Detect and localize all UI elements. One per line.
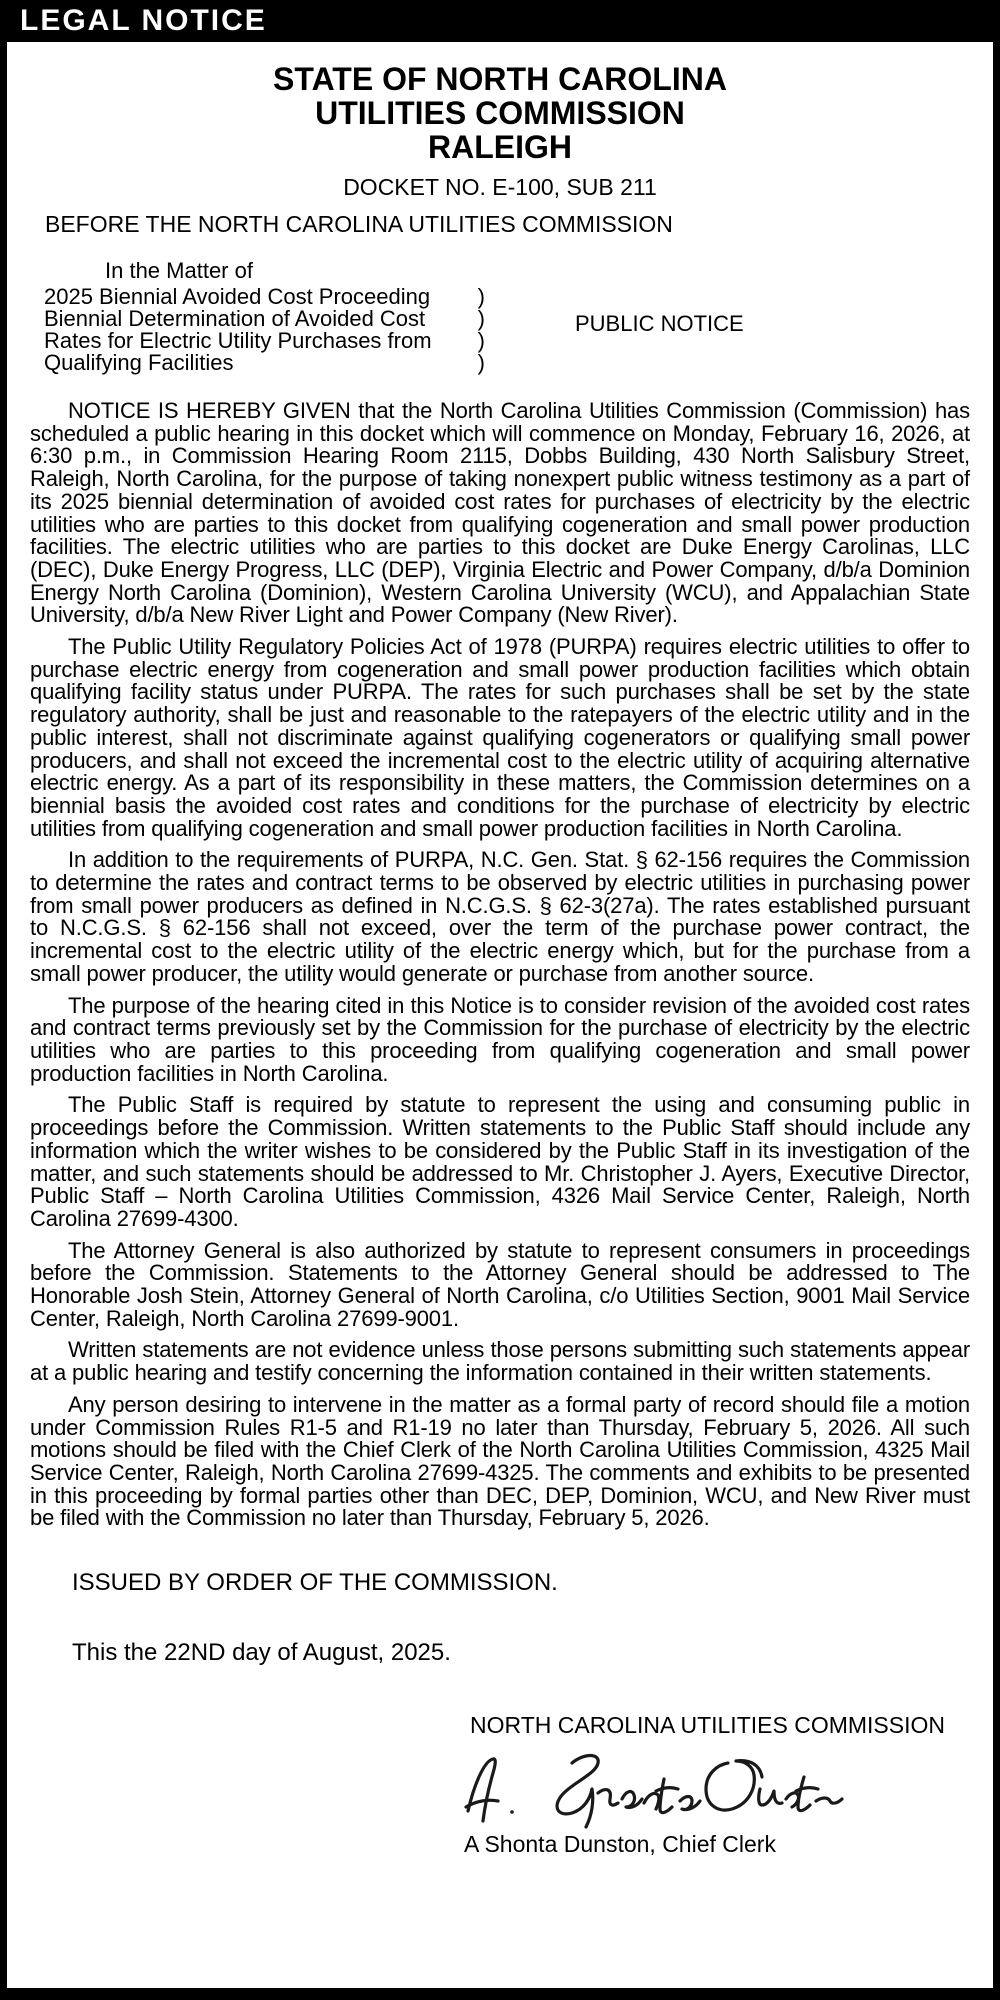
signature-scrawl-icon bbox=[460, 1749, 845, 1829]
commission-name-line: NORTH CAROLINA UTILITIES COMMISSION bbox=[470, 1712, 945, 1739]
caption-line-text: 2025 Biennial Avoided Cost Proceeding bbox=[44, 284, 431, 309]
public-notice-label: PUBLIC NOTICE bbox=[575, 311, 744, 336]
dated-line: This the 22ND day of August, 2025. bbox=[72, 1639, 451, 1667]
paragraph-attorney-general: The Attorney General is also authorized by statute to represent consumers in proceedings before the Commission. Statements to the Attorney General should be addressed to The Honorable Josh Stein, Attorney General of North Carolina, c/o Utilities Section, 9001 Mail Service Center, Raleigh, North Carolina 27699-9001. bbox=[30, 1237, 970, 1331]
before-commission-line: BEFORE THE NORTH CAROLINA UTILITIES COMMISSION bbox=[45, 211, 673, 237]
caption-column bbox=[30, 260, 485, 374]
notice-title bbox=[30, 62, 970, 164]
title-line-state: STATE OF NORTH CAROLINA bbox=[273, 61, 727, 97]
signer-name-line: A Shonta Dunston, Chief Clerk bbox=[464, 1831, 776, 1858]
paragraph-purpa: The Public Utility Regulatory Policies Act of 1978 (PURPA) requires electric utilities to offer to purchase electric energy from cogeneration and small power production facilities which obtain qualifying facility status under PURPA. The rates for such purchases shall be set by the state regulatory authority, shall be just and reasonable to the ratepayers of the electric utility and in the public interest, shall not discriminate against qualifying cogenerators or qualifying small power producers, and shall not exceed the incremental cost to the electric utility of acquiring alternative electric energy. As a part of its responsibility in these matters, the Commission determines on a biennial basis the avoided cost rates and conditions for the purchase of electricity by electric utilities from qualifying cogeneration and small power production facilities in North Carolina. bbox=[30, 634, 970, 841]
caption-paren: ) bbox=[477, 284, 485, 309]
caption-line-text: Qualifying Facilities bbox=[44, 350, 234, 375]
paragraph-ncgs: In addition to the requirements of PURPA, N.C. Gen. Stat. § 62-156 requires the Commission to determine the rates and contract terms to be observed by electric utilities in purchasing power from small power producers as defined in N.C.G.S. § 62-3(27a). The rates established pursuant to N.C.G.S. § 62-156 shall not exceed, over the term of the purchase power contract, the incremental cost to the electric utility of the electric energy which, but for the purchase from a small power producer, the utility would generate or purchase from another source. bbox=[30, 847, 970, 986]
caption-line bbox=[30, 330, 485, 352]
legal-notice-banner-label: LEGAL NOTICE bbox=[20, 4, 267, 37]
notice-page bbox=[0, 42, 1000, 2000]
caption-paren: ) bbox=[477, 306, 485, 331]
case-caption bbox=[30, 260, 970, 374]
caption-line bbox=[30, 286, 485, 308]
caption-line bbox=[30, 352, 485, 374]
paragraph-hearing-notice: NOTICE IS HEREBY GIVEN that the North Carolina Utilities Commission (Commission) has scheduled a public hearing in this docket which will commence on Monday, February 16, 2026, at 6:30 p.m., in Commission Hearing Room 2115, Dobbs Building, 430 North Salisbury Street, Raleigh, North Carolina, for the purpose of taking nonexpert public witness testimony as a part of its 2025 biennial determination of avoided cost rates for purchases of electricity by the electric utilities who are parties to this docket from qualifying cogeneration and small power production facilities. The electric utilities who are parties to this docket are Duke Energy Carolinas, LLC (DEC), Duke Energy Progress, LLC (DEP), Virginia Electric and Power Company, d/b/a Dominion Energy North Carolina (Dominion), Western Carolina University (WCU), and Appalachian State University, d/b/a New River Light and Power Company (New River). bbox=[30, 398, 970, 628]
paragraph-public-staff: The Public Staff is required by statute to represent the using and consuming public in proceedings before the Commission. Written statements to the Public Staff should include any information which the writer wishes to be considered by the Public Staff in its investigation of the matter, and such statements should be addressed to Mr. Christopher J. Ayers, Executive Director, Public Staff – North Carolina Utilities Commission, 4326 Mail Service Center, Raleigh, North Carolina 27699-4300. bbox=[30, 1092, 970, 1231]
caption-line-text: Biennial Determination of Avoided Cost bbox=[44, 306, 426, 331]
title-line-commission: UTILITIES COMMISSION bbox=[315, 95, 685, 131]
paragraph-intervene: Any person desiring to intervene in the matter as a formal party of record should file a motion under Commission Rules R1-5 and R1-19 no later than Thursday, February 5, 2026. All such motions should be filed with the Chief Clerk of the North Carolina Utilities Commission, 4325 Mail Service Center, Raleigh, North Carolina 27699-4325. The comments and exhibits to be presented in this proceeding by formal parties other than DEC, DEP, Dominion, WCU, and New River must be filed with the Commission no later than Thursday, February 5, 2026. bbox=[30, 1391, 970, 1531]
caption-line bbox=[30, 308, 485, 330]
signature-image bbox=[460, 1749, 845, 1829]
paragraph-purpose: The purpose of the hearing cited in this Notice is to consider revision of the avoided cost rates and contract terms previously set by the Commission for the purchase of electricity by the electric utilities who are parties to this proceeding from qualifying cogeneration and small power production facilities in North Carolina. bbox=[30, 992, 970, 1086]
docket-number: DOCKET NO. E-100, SUB 211 bbox=[343, 174, 657, 200]
legal-notice-banner bbox=[0, 0, 1000, 42]
notice-body bbox=[30, 400, 970, 1530]
issued-by-order-line: ISSUED BY ORDER OF THE COMMISSION. bbox=[72, 1569, 558, 1597]
title-line-city: RALEIGH bbox=[428, 129, 572, 165]
caption-paren: ) bbox=[477, 350, 485, 375]
paragraph-written-statements: Written statements are not evidence unless those persons submitting such statements appear at a public hearing and testify concerning the information contained in their written statements. bbox=[30, 1337, 970, 1386]
caption-heading: In the Matter of bbox=[105, 258, 253, 283]
caption-line-text: Rates for Electric Utility Purchases from bbox=[44, 328, 432, 353]
caption-paren: ) bbox=[477, 328, 485, 353]
